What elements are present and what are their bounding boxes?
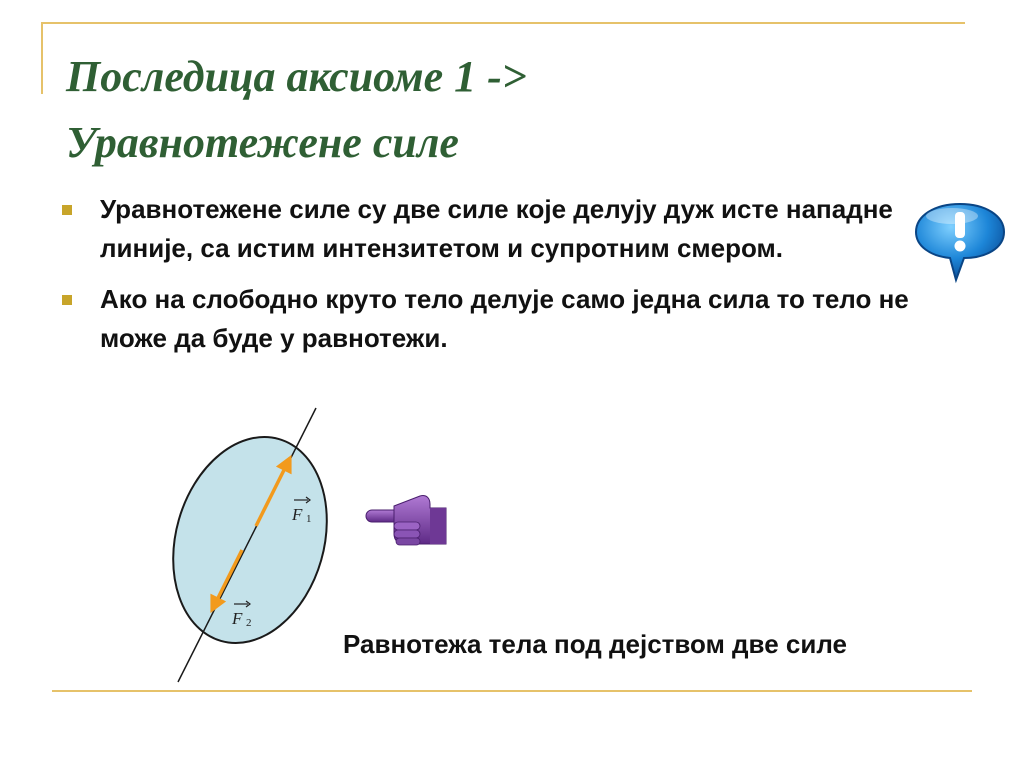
force-f2-subscript: 2 (246, 617, 252, 629)
rigid-body-diagram (160, 400, 360, 690)
frame-left-line (41, 22, 43, 94)
title-line-1: Последица аксиоме 1 -> (66, 52, 527, 101)
force-f2-symbol: F (232, 609, 243, 628)
frame-bottom-line (52, 690, 972, 692)
frame-top-line (41, 22, 965, 24)
bullet-item (62, 190, 912, 268)
diagram-caption: Равнотежа тела под дејством две силе (343, 629, 847, 659)
force-f1-subscript: 1 (306, 513, 312, 525)
bullet-text: Ако на слободно круто тело делује само једна сила то тело не може да буде у равнотежи. (100, 284, 909, 353)
pointing-hand-icon (364, 488, 450, 550)
bullet-item (62, 280, 912, 358)
slide-title (66, 44, 926, 176)
rigid-body-ellipse (160, 419, 350, 662)
bullet-list (62, 190, 912, 370)
bullet-text: Уравнотежене силе су две силе које делују дуж исте нападне линије, са истим интензитетом и супротним смером. (100, 194, 893, 263)
exclamation-speech-bubble-icon (912, 200, 1008, 284)
force-f1-symbol: F (292, 505, 303, 524)
square-bullet-icon (62, 205, 72, 215)
title-line-2: Уравнотежене силе (66, 118, 459, 167)
square-bullet-icon (62, 295, 72, 305)
